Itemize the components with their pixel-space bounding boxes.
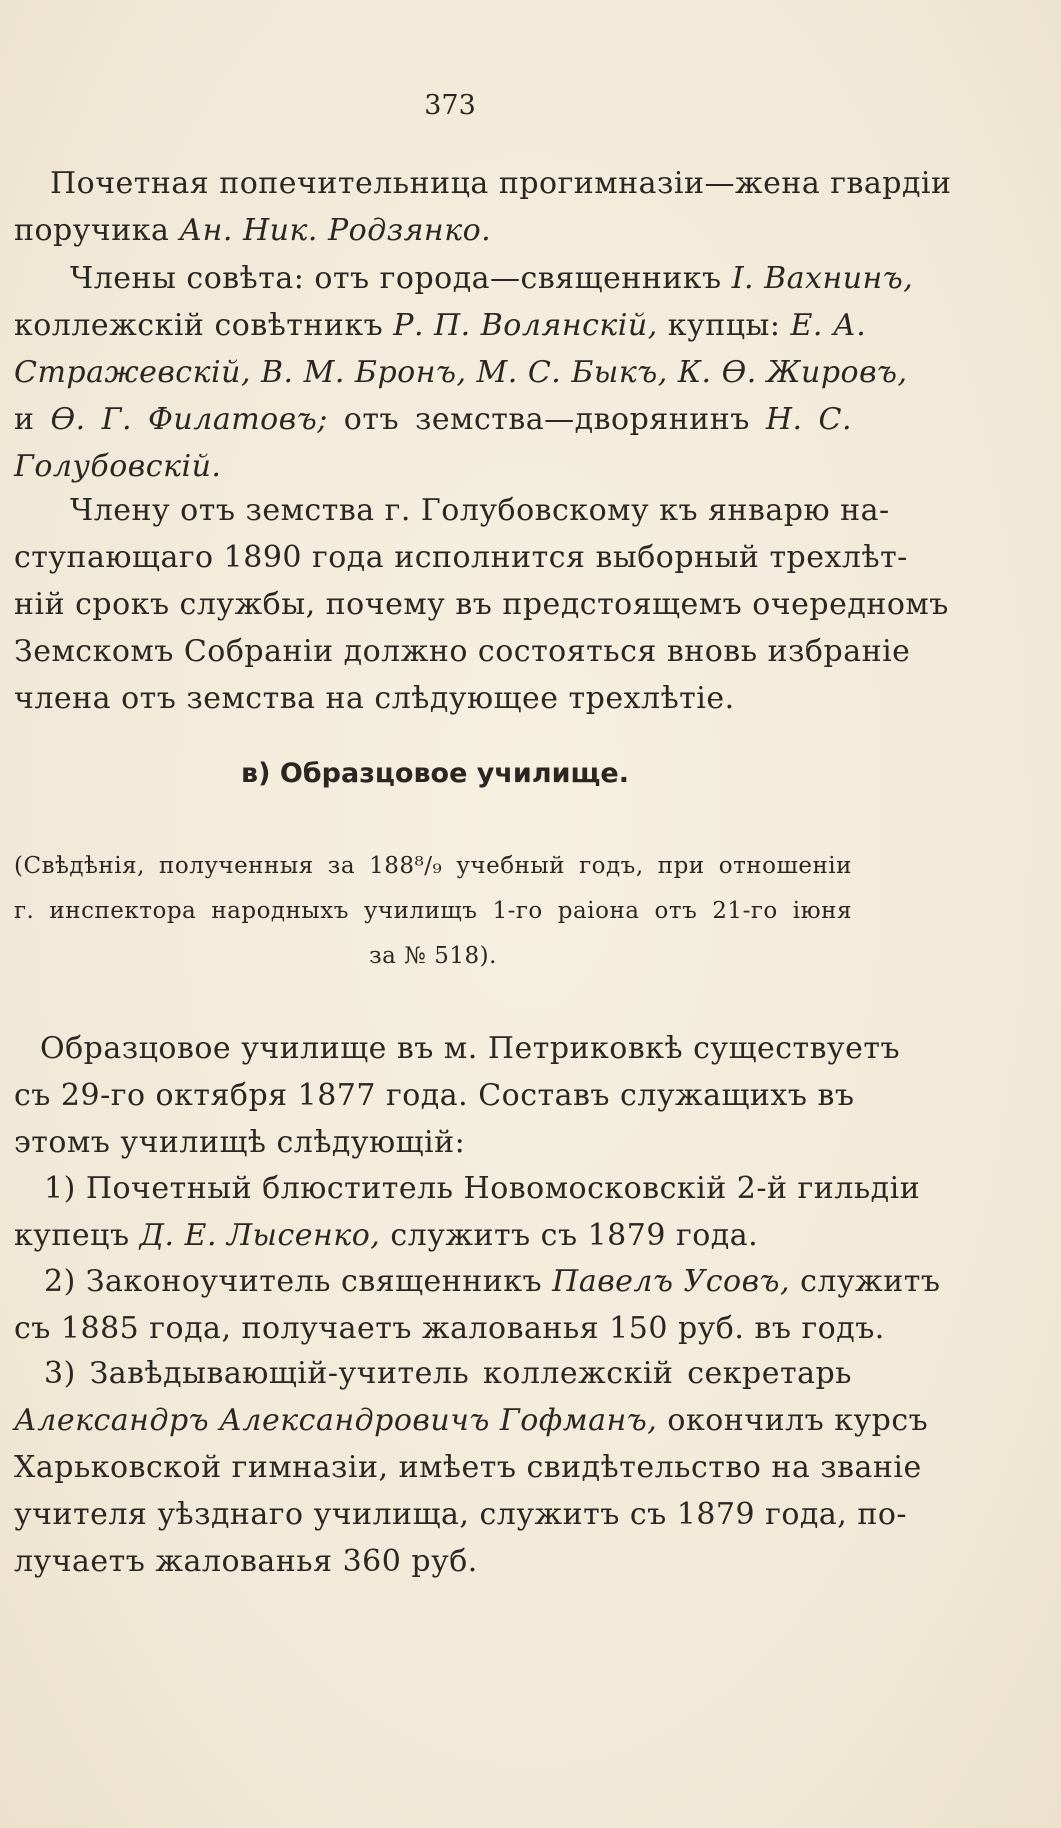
text-run: 2) Законоучитель священникъ — [44, 1264, 553, 1299]
text-run: Члены совѣта: отъ города—священникъ — [70, 261, 732, 296]
text-line — [14, 160, 952, 207]
text-run: Стражевскій, В. М. Бронъ, М. С. Быкъ, К. Ѳ. Жировъ, — [14, 355, 908, 390]
text-line — [14, 1444, 922, 1491]
text-run: и — [14, 402, 51, 437]
text-run: лучаетъ жалованья 360 руб. — [14, 1544, 478, 1579]
text-run: окончилъ курсъ — [657, 1403, 929, 1438]
text-run: Харьковской гимназіи, имѣетъ свидѣтельство на званіе — [14, 1450, 922, 1485]
text-run: І. Вахнинъ, — [731, 261, 914, 296]
text-run: съ 29-го октября 1877 года. Составъ служащихъ въ — [14, 1078, 855, 1113]
paragraph-trustee — [14, 160, 952, 254]
text-line — [14, 302, 867, 349]
text-run: коллежскій совѣтникъ — [14, 308, 394, 343]
text-run: служитъ съ 1879 года. — [380, 1218, 759, 1253]
paragraph-staff-3 — [14, 1350, 929, 1585]
text-run: ній срокъ службы, почему въ предстоящемъ очередномъ — [14, 587, 949, 622]
text-line — [14, 487, 890, 534]
text-line — [14, 1305, 885, 1352]
text-line — [14, 207, 852, 254]
text-line — [14, 1397, 929, 1444]
text-run: Е. А. — [790, 308, 867, 343]
text-line — [14, 1350, 852, 1397]
text-run: Ан. Ник. Родзянко. — [179, 213, 492, 248]
text-line — [14, 1212, 852, 1259]
text-run: Земскомъ Собраніи должно состояться вновь избраніе — [14, 634, 911, 669]
text-run: купецъ — [14, 1218, 140, 1253]
paragraph-staff-2 — [14, 1258, 941, 1352]
text-line — [14, 396, 852, 443]
text-line — [14, 1119, 852, 1166]
text-line — [14, 1538, 852, 1585]
source-note — [14, 844, 852, 979]
text-run: ступающаго 1890 года исполнится выборный трехлѣт- — [14, 540, 908, 575]
page-number: 373 — [424, 90, 476, 121]
text-line — [14, 628, 911, 675]
paragraph-school-intro — [14, 1025, 901, 1166]
text-run: члена отъ земства на слѣдующее трехлѣтіе. — [14, 681, 735, 716]
text-line — [14, 1025, 901, 1072]
paragraph-council-members — [14, 255, 914, 490]
text-run: съ 1885 года, получаетъ жалованья 150 руб. въ годъ. — [14, 1311, 885, 1346]
paragraph-zemstvo-member — [14, 487, 949, 722]
text-run: служитъ — [790, 1264, 941, 1299]
text-line — [14, 1491, 908, 1538]
text-line — [14, 255, 914, 302]
text-run: отъ земства—дворянинъ — [327, 402, 766, 437]
text-run: г. инспектора народныхъ училищъ 1-го раіона отъ 21-го іюня — [14, 898, 852, 924]
text-run: поручика — [14, 213, 180, 248]
text-run: за № 518). — [369, 943, 497, 969]
text-run: Р. П. Волянскій, — [393, 308, 658, 343]
text-line — [14, 534, 908, 581]
text-run: этомъ училищѣ слѣдующій: — [14, 1125, 466, 1160]
text-run: Члену отъ земства г. Голубовскому къ январю на- — [70, 493, 890, 528]
text-run: Александръ Александровичъ Гофманъ, — [14, 1403, 658, 1438]
text-line — [14, 1072, 855, 1119]
text-line — [14, 934, 852, 979]
text-line — [14, 443, 852, 490]
text-run: учителя уѣзднаго училища, служитъ съ 1879 года, по- — [14, 1497, 908, 1532]
text-run: Н. С. — [765, 402, 852, 437]
text-run: Почетная попечительница прогимназіи—жена гвардіи — [50, 166, 952, 201]
text-run: купцы: — [657, 308, 791, 343]
text-line — [14, 581, 949, 628]
text-run: (Свѣдѣнія, полученныя за 188⁸/₉ учебный годъ, при отношеніи — [14, 853, 852, 879]
text-line — [14, 844, 852, 889]
text-run: Голубовскій. — [14, 449, 222, 484]
text-line — [14, 889, 852, 934]
text-run: 1) Почетный блюститель Новомосковскій 2-й гильдіи — [44, 1171, 921, 1206]
text-line — [14, 675, 852, 722]
text-line — [14, 1258, 941, 1305]
text-line — [14, 1165, 921, 1212]
text-run: Ѳ. Г. Филатовъ; — [50, 402, 328, 437]
text-run: 3) Завѣдывающій-учитель коллежскій секретарь — [44, 1356, 852, 1391]
paragraph-staff-1 — [14, 1165, 921, 1259]
text-line — [14, 349, 908, 396]
text-run: Д. Е. Лысенко, — [139, 1218, 381, 1253]
text-run: Образцовое училище въ м. Петриковкѣ существуетъ — [40, 1031, 901, 1066]
section-heading: в) Образцовое училище. — [241, 758, 629, 789]
text-run: Павелъ Усовъ, — [552, 1264, 791, 1299]
